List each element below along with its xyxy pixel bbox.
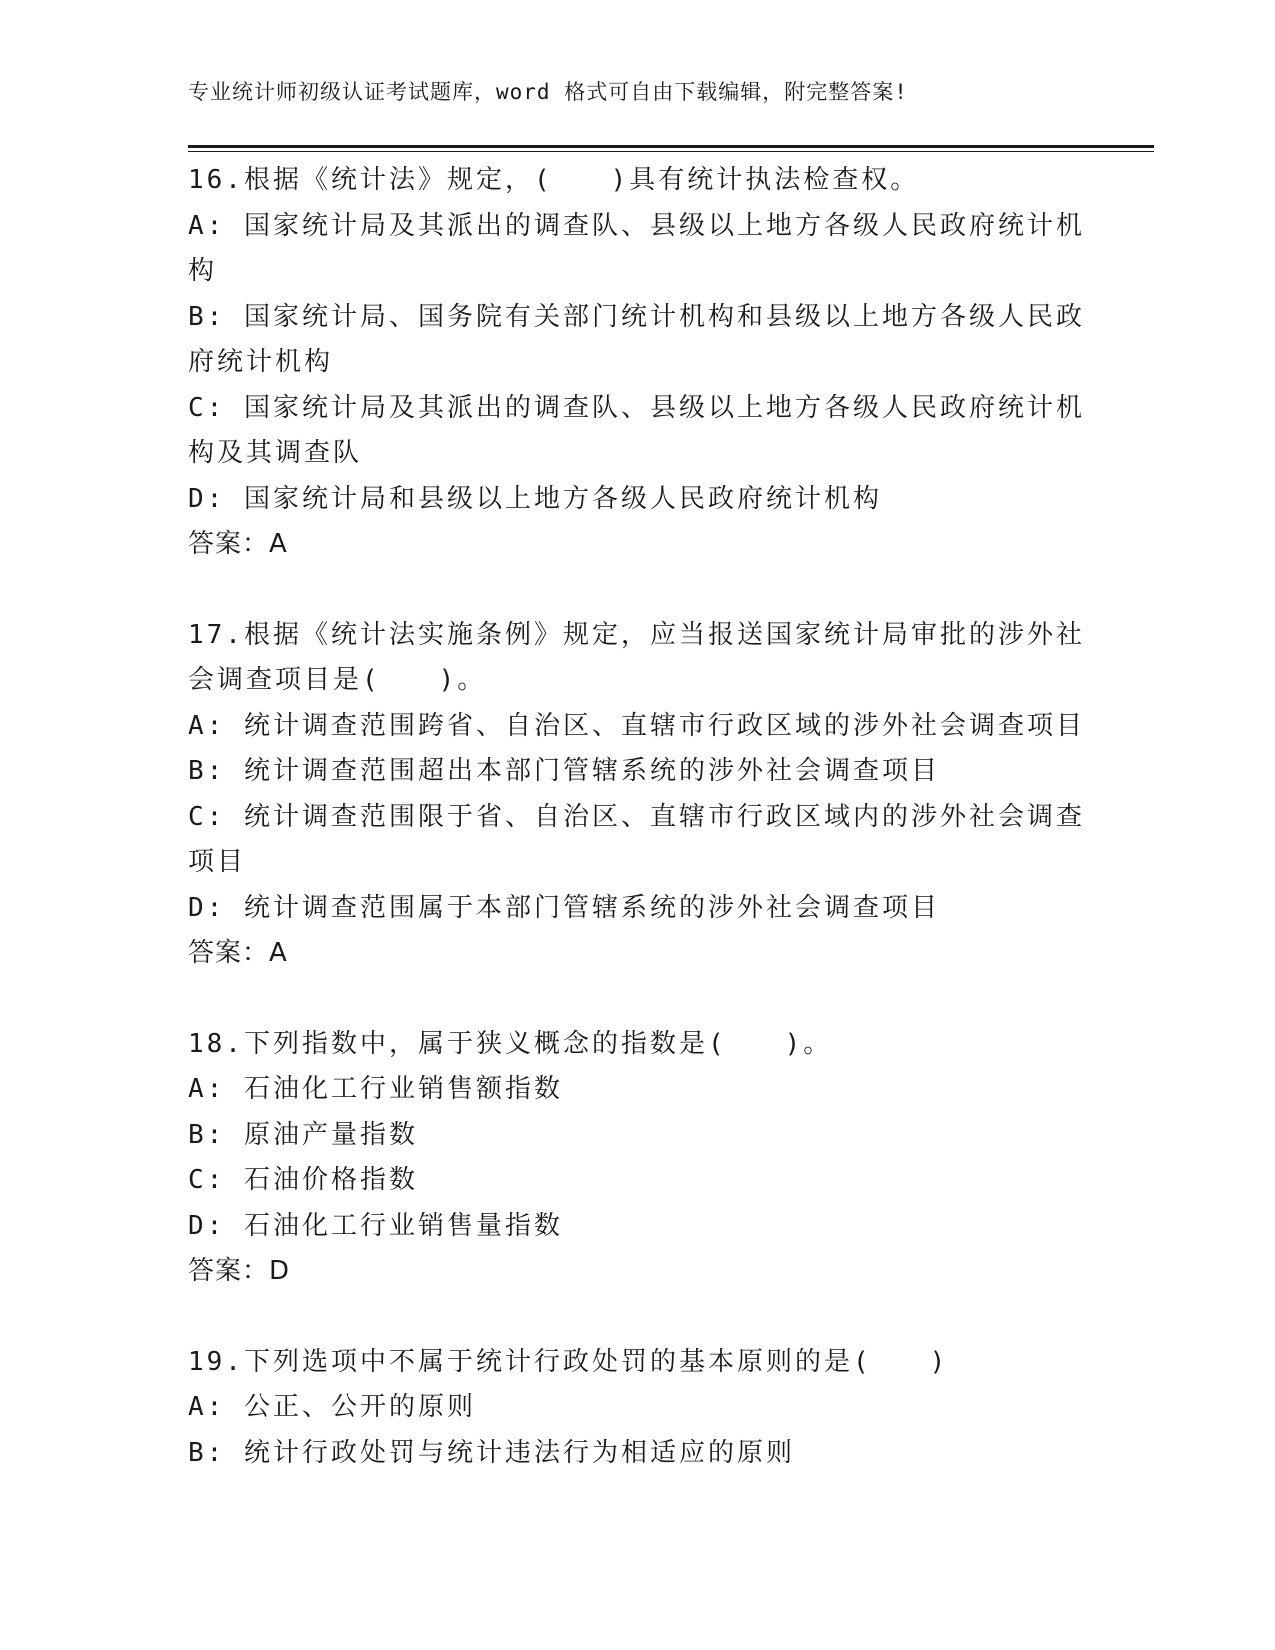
option-b: B: 统计调查范围超出本部门管辖系统的涉外社会调查项目 xyxy=(188,756,940,786)
question-18 xyxy=(188,1022,1088,1295)
option-b: B: 国家统计局、国务院有关部门统计机构和县级以上地方各级人民政 xyxy=(188,301,1085,332)
question-19 xyxy=(188,1340,1088,1477)
answer: 答案：A xyxy=(188,529,288,559)
answer: 答案：D xyxy=(188,1256,291,1286)
option-a: A: 公正、公开的原则 xyxy=(188,1392,476,1422)
option-a: A: 石油化工行业销售额指数 xyxy=(188,1074,563,1104)
question-stem: 18.下列指数中，属于狭义概念的指数是( )。 xyxy=(188,1028,833,1059)
option-a: A: 统计调查范围跨省、自治区、直辖市行政区域的涉外社会调查项目 xyxy=(188,710,1085,741)
header-rule-thick xyxy=(188,145,1154,148)
question-17 xyxy=(188,613,1088,977)
option-b-cont: 府统计机构 xyxy=(188,347,334,377)
question-stem: 17.根据《统计法实施条例》规定，应当报送国家统计局审批的涉外社 xyxy=(188,619,1085,650)
header-rule-thin xyxy=(188,151,1154,152)
option-c-cont: 构及其调查队 xyxy=(188,438,363,468)
option-c: C: 国家统计局及其派出的调查队、县级以上地方各级人民政府统计机 xyxy=(188,392,1085,423)
answer: 答案：A xyxy=(188,938,288,968)
option-d: D: 石油化工行业销售量指数 xyxy=(188,1210,563,1241)
option-d: D: 统计调查范围属于本部门管辖系统的涉外社会调查项目 xyxy=(188,892,940,923)
option-b: B: 原油产量指数 xyxy=(188,1119,418,1150)
option-c: C: 统计调查范围限于省、自治区、直辖市行政区域内的涉外社会调查 xyxy=(188,801,1085,832)
page-header: 专业统计师初级认证考试题库，word 格式可自由下载编辑，附完整答案! xyxy=(188,80,908,104)
option-c: C: 石油价格指数 xyxy=(188,1165,418,1195)
option-a: A: 国家统计局及其派出的调查队、县级以上地方各级人民政府统计机 xyxy=(188,210,1085,241)
option-c-cont: 项目 xyxy=(188,847,247,877)
option-b: B: 统计行政处罚与统计违法行为相适应的原则 xyxy=(188,1437,795,1468)
question-list xyxy=(188,158,1088,1476)
option-d: D: 国家统计局和县级以上地方各级人民政府统计机构 xyxy=(188,483,882,514)
question-stem-cont: 会调查项目是( )。 xyxy=(188,665,487,695)
question-stem: 19.下列选项中不属于统计行政处罚的基本原则的是( ) xyxy=(188,1346,949,1377)
question-16 xyxy=(188,158,1088,568)
option-a-cont: 构 xyxy=(188,256,218,286)
question-stem: 16.根据《统计法》规定，( )具有统计执法检查权。 xyxy=(188,165,920,195)
